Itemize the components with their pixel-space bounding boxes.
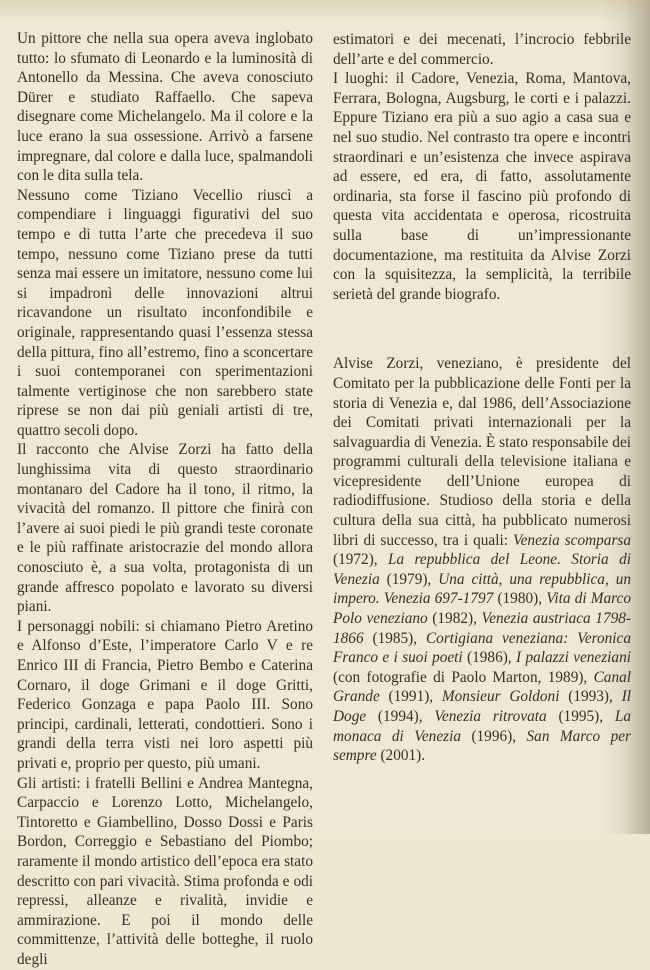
book-title: Venezia austriaca 1798-1866 (333, 610, 631, 647)
paragraph-racconto: Il racconto che Alvise Zorzi ha fatto della lunghissima vita di questo straordinario montanaro del Cadore ha il tono, il ritmo, la vivacità del romanzo. Il pittore che finirà con l’avere ai suoi piedi le più grandi teste coronate e le più raffinate aristocrazie del mondo allora conosciuto è, a sua volta, protagonista di un grande affresco popolato e lavorato su diversi piani. (17, 441, 313, 616)
book-year: (1995), (546, 708, 615, 725)
book-year: (1985), (363, 629, 426, 647)
book-year: (1979), (379, 570, 439, 588)
book-title: San Marco per sempre (333, 727, 631, 765)
book-year: (1994), (366, 708, 435, 725)
author-bio-intro: Alvise Zorzi, veneziano, è presidente del Comitato per la pubblicazione delle Fonti per la storia di Venezia e, dal 1986, dell’Associazione dei Comitati privati internazionali per la salvaguardia di Venezia. È stato responsabile dei programmi culturali della televisione italiana e vicepresidente dell’Unione europea di radiodiffusione. Studioso della storia e della cultura della sua città, ha pubblicato numerosi libri di successo, tra i quali: (333, 355, 631, 549)
right-text-column (333, 30, 631, 766)
book-title: La repubblica del Leone. Storia di Venezia (333, 551, 631, 588)
paragraph-intro: Un pittore che nella sua opera aveva inglobato tutto: lo sfumato di Leonardo e la luminosità di Antonello da Messina. Che aveva conosciuto Dürer e studiato Raffaello. Che sapeva disegnare come Michelangelo. Ma il colore e la luce erano la sua ossessione. Arrivò a farsene impregnare, dal colore e dalla luce, spalmandoli con le dita sulla tela. (17, 30, 313, 185)
paragraph-tiziano: Nessuno come Tiziano Vecellio riuscì a compendiare i linguaggi figurativi del suo tempo e di tutta l’arte che precedeva il suo tempo, nessuno come Tiziano prese da tutti senza mai essere un imitatore, nessuno come lui si impadronì delle innovazioni altrui ricavandone un risultato inconfondibile e originale, rappresentando quasi l’essenza stessa della pittura, fino all’estremo, fino a sconcertare i suoi contemporanei con sperimentazioni talmente vertiginose che non sarebbero state riprese se non dai più geniali artisti di tre, quattro secoli dopo. (17, 186, 313, 439)
book-title: Monsieur Goldoni (441, 688, 560, 706)
paragraph-artisti: Gli artisti: i fratelli Bellini e Andrea Mantegna, Carpaccio e Lorenzo Lotto, Michelangelo, Tintoretto e Giambellino, Dosso Dossi e Paris Bordon, Correggio e Sebastiano del Piombo; raramente il mondo artistico dell’epoca era stato descritto con pari vivacità. Stima profonda e odi repressi, alleanze e rivalità, invidie e ammirazione. E poi il mondo delle committenze, l’attività delle botteghe, il ruolo degli (17, 774, 313, 968)
book-year: (1991), (379, 688, 442, 706)
book-year: (1993), (559, 688, 622, 706)
book-title: I palazzi veneziani (516, 649, 631, 667)
paragraph-personaggi: I personaggi nobili: si chiamano Pietro Aretino e Alfonso d’Este, l’imperatore Carlo V e re Enrico III di Francia, Pietro Bembo e Caterina Cornaro, il doge Grimani e il doge Gritti, Federico Gonzaga e papa Paolo III. Sono principi, cardinali, letterati, condottieri. Sono i grandi della terra visti nei loro aspetti più privati e, proprio per questo, più umani. (17, 617, 313, 772)
book-title: Venezia scomparsa (512, 531, 632, 549)
book-year: (1986), (462, 649, 517, 667)
book-title: Cortigiana veneziana: Veronica Franco e i suoi poeti (333, 629, 631, 667)
book-year: (1996), (460, 727, 527, 745)
book-title: Canal Grande (333, 668, 631, 706)
book-year: (1982), (427, 610, 482, 628)
book-title: La monaca di Venezia (333, 708, 632, 745)
book-title: Il Doge (333, 688, 631, 725)
book-year: (2001). (376, 747, 426, 765)
author-works-list (333, 532, 631, 765)
book-year: (1972), (333, 551, 388, 569)
book-title: Vita di Marco Polo veneziano (333, 590, 631, 628)
book-title: Venezia ritrovata (434, 708, 547, 725)
author-bio (333, 354, 631, 765)
book-title: Una città, una repubblica, un impero. Venezia 697-1797 (333, 570, 631, 608)
paragraph-luoghi: I luoghi: il Cadore, Venezia, Roma, Mantova, Ferrara, Bologna, Augsburg, le corti e i palazzi. Eppure Tiziano era più a suo agio a casa sua e nel suo studio. Nel contrasto tra opere e incontri straordinari e un’esistenza che invece aspirava ad essere, ed era, di fatto, assolutamente ordinaria, sta forse il fascino più profondo di questa vita accidentata e operosa, ricostruita sulla base di un’impressionante documentazione, ma restituita da Alvise Zorzi con la squisitezza, la semplicità, la terribile serietà del grande biografo. (333, 70, 631, 303)
book-year: (1980), (493, 590, 547, 608)
book-year: (con fotografie di Paolo Marton, 1989), (333, 668, 594, 686)
paragraph-continuation: estimatori e dei mecenati, l’incrocio febbrile dell’arte e del commercio. (333, 31, 631, 68)
left-text-column (17, 29, 313, 970)
